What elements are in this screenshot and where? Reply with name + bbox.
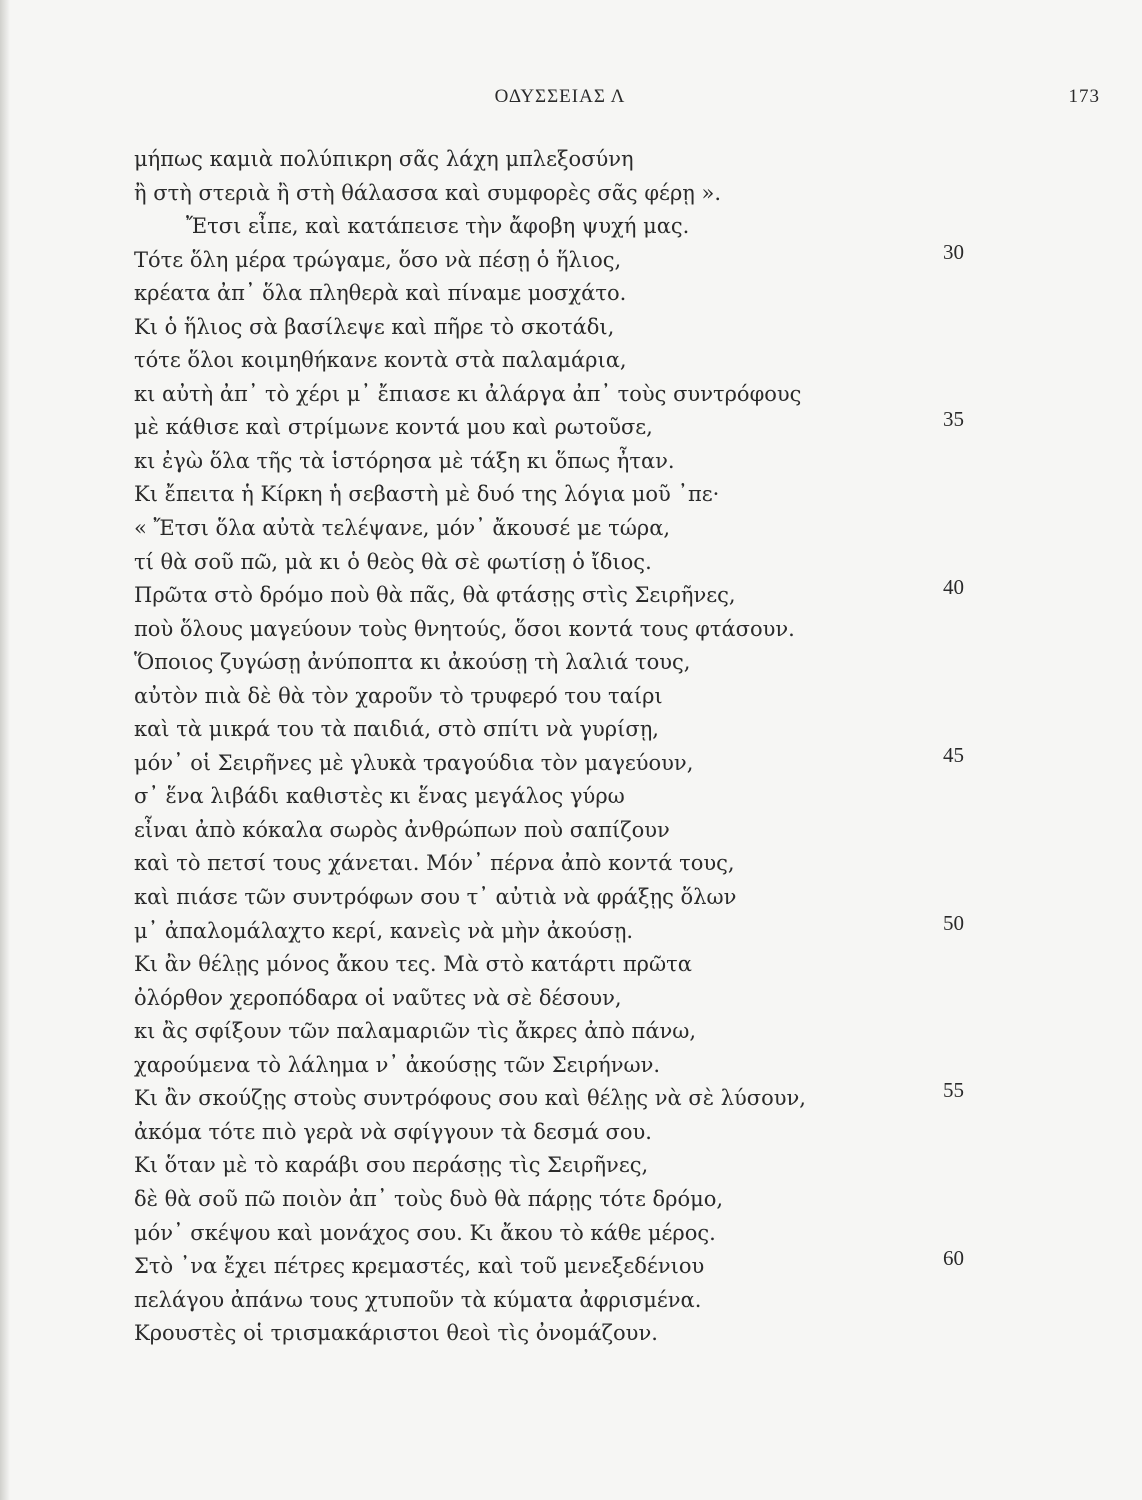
verse-text: ἢ στὴ στεριὰ ἢ στὴ θάλασσα καὶ συμφορὲς σᾶς φέρῃ ». bbox=[134, 180, 722, 205]
verse-text: κρέατα ἀπ᾽ ὅλα πληθερὰ καὶ πίναμε μοσχάτο. bbox=[134, 281, 627, 306]
verse-line bbox=[134, 512, 1014, 546]
line-number: 30 bbox=[943, 239, 964, 264]
verse-line bbox=[134, 546, 1014, 580]
page-edge-shadow bbox=[0, 0, 10, 1500]
verse-text: Κι ὁ ἥλιος σὰ βασίλεψε καὶ πῆρε τὸ σκοτάδι, bbox=[134, 314, 615, 339]
verse-text: μὲ κάθισε καὶ στρίμωνε κοντά μου καὶ ρωτοῦσε, bbox=[134, 415, 653, 440]
verse-text: κι ἐγὼ ὅλα τῆς τὰ ἱστόρησα μὲ τάξη κι ὅπως ἦταν. bbox=[134, 448, 675, 473]
verse-line bbox=[134, 210, 1014, 244]
line-number: 55 bbox=[943, 1078, 964, 1103]
verse-line bbox=[134, 177, 1014, 211]
verse-block bbox=[134, 143, 1014, 1351]
verse-line bbox=[134, 1317, 1014, 1351]
verse-text: « Ἔτσι ὅλα αὐτὰ τελέψανε, μόν᾽ ἄκουσέ με τώρα, bbox=[134, 516, 671, 541]
running-head bbox=[120, 86, 1100, 116]
verse-line bbox=[134, 1015, 1014, 1049]
verse-line bbox=[134, 847, 1014, 881]
verse-line bbox=[134, 407, 1014, 445]
verse-line bbox=[134, 344, 1014, 378]
verse-line bbox=[134, 1246, 1014, 1284]
verse-line bbox=[134, 1049, 1014, 1083]
verse-text: Πρῶτα στὸ δρόμο ποὺ θὰ πᾶς, θὰ φτάσῃς στὶς Σειρῆνες, bbox=[134, 583, 736, 608]
verse-text: Κι ἂν θέλῃς μόνος ἄκου τες. Μὰ στὸ κατάρτι πρῶτα bbox=[134, 952, 692, 977]
verse-line bbox=[134, 143, 1014, 177]
verse-text: κι ἂς σφίξουν τῶν παλαμαριῶν τὶς ἄκρες ἀπὸ πάνω, bbox=[134, 1019, 697, 1044]
verse-line bbox=[134, 1116, 1014, 1150]
verse-line bbox=[134, 378, 1014, 412]
verse-line bbox=[134, 1078, 1014, 1116]
verse-text: μόν᾽ οἱ Σειρῆνες μὲ γλυκὰ τραγούδια τὸν μαγεύουν, bbox=[134, 750, 694, 775]
verse-line bbox=[134, 646, 1014, 680]
verse-text: καὶ πιάσε τῶν συντρόφων σου τ᾽ αὐτιὰ νὰ φράξῃς ὅλων bbox=[134, 885, 737, 910]
verse-text: Τότε ὅλη μέρα τρώγαμε, ὅσο νὰ πέσῃ ὁ ἥλιος, bbox=[134, 247, 622, 272]
line-number: 50 bbox=[943, 910, 964, 935]
verse-line bbox=[134, 1284, 1014, 1318]
verse-line bbox=[134, 311, 1014, 345]
verse-line bbox=[134, 1149, 1014, 1183]
verse-line bbox=[134, 1217, 1014, 1251]
verse-line bbox=[134, 948, 1014, 982]
line-number: 40 bbox=[943, 575, 964, 600]
verse-text: Κι ὅταν μὲ τὸ καράβι σου περάσῃς τὶς Σειρῆνες, bbox=[134, 1153, 649, 1178]
verse-text: Κι ἔπειτα ἡ Κίρκη ἡ σεβαστὴ μὲ δυό της λόγια μοῦ ᾽πε· bbox=[134, 482, 720, 507]
verse-text: μ᾽ ἀπαλομάλαχτο κερί, κανεὶς νὰ μὴν ἀκούσῃ. bbox=[134, 918, 634, 943]
verse-line bbox=[134, 1183, 1014, 1217]
verse-text: καὶ τὸ πετσί τους χάνεται. Μόν᾽ πέρνα ἀπὸ κοντά τους, bbox=[134, 851, 735, 876]
verse-line bbox=[134, 239, 1014, 278]
verse-line bbox=[134, 881, 1014, 915]
verse-text: πελάγου ἀπάνω τους χτυποῦν τὰ κύματα ἀφρισμένα. bbox=[134, 1287, 702, 1312]
verse-text: ποὺ ὅλους μαγεύουν τοὺς θνητούς, ὅσοι κοντά τους φτάσουν. bbox=[134, 616, 795, 641]
verse-text: μόν᾽ σκέψου καὶ μονάχος σου. Κι ἄκου τὸ κάθε μέρος. bbox=[134, 1220, 716, 1245]
line-number: 60 bbox=[943, 1246, 964, 1271]
verse-text: κι αὐτὴ ἀπ᾽ τὸ χέρι μ᾽ ἔπιασε κι ἀλάργα ἀπ᾽ τοὺς συντρόφους bbox=[134, 381, 802, 406]
verse-text: ὀλόρθον χεροπόδαρα οἱ ναῦτες νὰ σὲ δέσουν, bbox=[134, 985, 622, 1010]
verse-text: Κι ἂν σκούζῃς στοὺς συντρόφους σου καὶ θέλῃς νὰ σὲ λύσουν, bbox=[134, 1086, 806, 1111]
verse-line bbox=[134, 780, 1014, 814]
page-number: 173 bbox=[1068, 86, 1100, 107]
verse-line bbox=[134, 713, 1014, 747]
verse-line bbox=[134, 613, 1014, 647]
verse-text: τί θὰ σοῦ πῶ, μὰ κι ὁ θεὸς θὰ σὲ φωτίσῃ ὁ ἴδιος. bbox=[134, 549, 652, 574]
running-title: ΟΔΥΣΣΕΙΑΣ Λ bbox=[494, 86, 626, 107]
verse-text: αὐτὸν πιὰ δὲ θὰ τὸν χαροῦν τὸ τρυφερό του ταίρι bbox=[134, 683, 663, 708]
verse-text: τότε ὅλοι κοιμηθήκανε κοντὰ στὰ παλαμάρια, bbox=[134, 348, 627, 373]
verse-line bbox=[134, 982, 1014, 1016]
verse-text: ἀκόμα τότε πιὸ γερὰ νὰ σφίγγουν τὰ δεσμά σου. bbox=[134, 1119, 652, 1144]
verse-text: σ᾽ ἕνα λιβάδι καθιστὲς κι ἕνας μεγάλος γύρω bbox=[134, 784, 625, 809]
verse-line bbox=[134, 277, 1014, 311]
verse-line bbox=[134, 814, 1014, 848]
verse-text: μήπως καμιὰ πολύπικρη σᾶς λάχη μπλεξοσύνη bbox=[134, 147, 634, 171]
verse-line bbox=[134, 445, 1014, 479]
verse-line bbox=[134, 478, 1014, 512]
line-number: 45 bbox=[943, 742, 964, 767]
verse-text: Κρουστὲς οἱ τρισμακάριστοι θεοὶ τὶς ὀνομάζουν. bbox=[134, 1321, 658, 1346]
line-number: 35 bbox=[943, 407, 964, 432]
verse-text: Στὸ ᾽να ἔχει πέτρες κρεμαστές, καὶ τοῦ μενεξεδένιου bbox=[134, 1254, 705, 1279]
verse-text: δὲ θὰ σοῦ πῶ ποιὸν ἀπ᾽ τοὺς δυὸ θὰ πάρῃς τότε δρόμο, bbox=[134, 1186, 724, 1211]
verse-line bbox=[134, 575, 1014, 613]
verse-text: χαρούμενα τὸ λάλημα ν᾽ ἀκούσῃς τῶν Σειρήνων. bbox=[134, 1052, 661, 1077]
verse-text: καὶ τὰ μικρά του τὰ παιδιά, στὸ σπίτι νὰ γυρίσῃ, bbox=[134, 717, 659, 742]
verse-text: εἶναι ἀπὸ κόκαλα σωρὸς ἀνθρώπων ποὺ σαπίζουν bbox=[134, 817, 670, 842]
verse-text: Ὅποιος ζυγώσῃ ἀνύποπτα κι ἀκούσῃ τὴ λαλιά τους, bbox=[134, 650, 691, 675]
verse-line bbox=[134, 910, 1014, 949]
verse-line bbox=[134, 680, 1014, 714]
verse-text: Ἔτσι εἶπε, καὶ κατάπεισε τὴν ἄφοβη ψυχή μας. bbox=[186, 214, 690, 239]
verse-line bbox=[134, 742, 1014, 781]
